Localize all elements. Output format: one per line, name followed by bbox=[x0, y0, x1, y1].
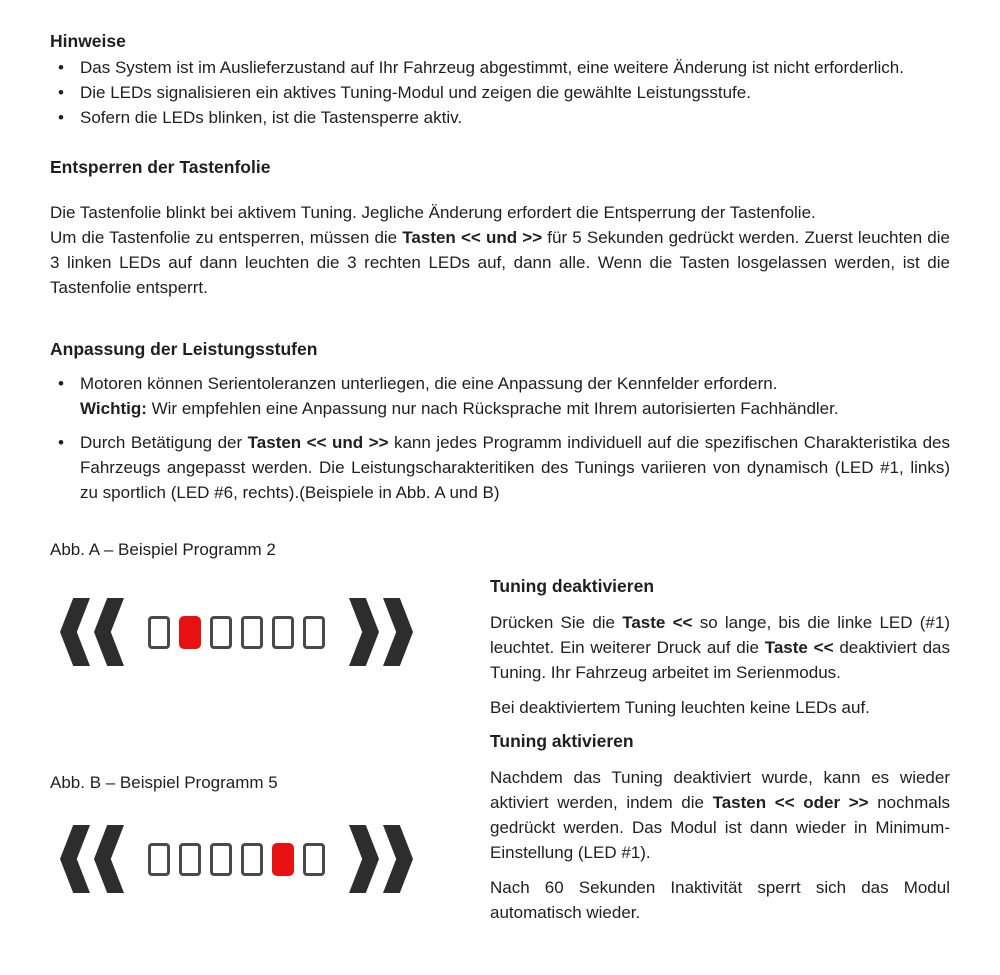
anpassung-item-1 bbox=[80, 371, 950, 421]
led-inactive bbox=[303, 843, 325, 876]
figure-b-graphic bbox=[60, 825, 490, 893]
figure-a-graphic bbox=[60, 598, 490, 666]
led-inactive bbox=[210, 843, 232, 876]
hinweise-list bbox=[50, 56, 950, 129]
led-inactive bbox=[148, 843, 170, 876]
tuning-deactivate-paragraph-1: Drücken Sie die Taste << so lange, bis die linke LED (#1) leuchtet. Ein weiterer Druck auf die Taste << deaktiviert das Tuning. Ihr Fahrzeug arbeitet im Serienmodus. bbox=[490, 613, 950, 682]
chevron-left-icon bbox=[60, 598, 90, 666]
led-inactive bbox=[241, 616, 263, 649]
led-inactive bbox=[241, 843, 263, 876]
list-item bbox=[50, 56, 950, 79]
tuning-deactivate-title: Tuning deaktivieren bbox=[490, 576, 655, 596]
entsperren-paragraph-1: Die Tastenfolie blinkt bei aktivem Tuning. Jegliche Änderung erfordert die Entsperrung der Tastenfolie. bbox=[50, 203, 816, 222]
anpassung-item-2: Durch Betätigung der Tasten << und >> kann jedes Programm individuell auf die spezifischen Charakteristika des Fahrzeugs angepasst werden. Die Leistungscharakteritiken des Tunings variieren von dynamisch (LED #1, links) zu sportlich (LED #6, rechts).(Beispiele in Abb. A und B) bbox=[80, 433, 950, 502]
chevron-left-icon bbox=[94, 598, 124, 666]
figures-and-tuning-area bbox=[50, 539, 950, 925]
section-title-anpassung: Anpassung der Leistungsstufen bbox=[50, 339, 318, 359]
hinweise-item-3: Sofern die LEDs blinken, ist die Tastensperre aktiv. bbox=[80, 108, 463, 127]
bullet-marker: • bbox=[58, 58, 64, 77]
chevron-right-icon bbox=[383, 825, 413, 893]
led-active bbox=[179, 616, 201, 649]
hinweise-item-1: Das System ist im Auslieferzustand auf Ihr Fahrzeug abgestimmt, eine weitere Änderung ist nicht erforderlich. bbox=[80, 58, 904, 77]
led-inactive bbox=[303, 616, 325, 649]
tuning-activate-paragraph-2: Nach 60 Sekunden Inaktivität sperrt sich das Modul automatisch wieder. bbox=[490, 878, 950, 922]
anpassung-list bbox=[50, 371, 950, 505]
tuning-activate-paragraph-1: Nachdem das Tuning deaktiviert wurde, kann es wieder aktiviert werden, indem die Tasten << oder >> nochmals gedrückt werden. Das Modul ist dann wieder in Minimum-Einstellung (LED #1). bbox=[490, 768, 950, 862]
button-left-icon bbox=[60, 598, 124, 666]
figure-b-caption: Abb. B – Beispiel Programm 5 bbox=[50, 773, 278, 792]
list-item bbox=[50, 81, 950, 104]
chevron-right-icon bbox=[349, 598, 379, 666]
bullet-marker: • bbox=[58, 83, 64, 102]
chevron-left-icon bbox=[94, 825, 124, 893]
led-inactive bbox=[148, 616, 170, 649]
list-item bbox=[50, 106, 950, 129]
chevron-left-icon bbox=[60, 825, 90, 893]
figures-column bbox=[50, 539, 490, 925]
entsperren-paragraph-2: Um die Tastenfolie zu entsperren, müssen die Tasten << und >> für 5 Sekunden gedrückt werden. Zuerst leuchten die 3 linken LEDs auf dann leuchten die 3 rechten LEDs auf, dann alle. Wenn die Tasten losgelassen werden, ist die Tastenfolie entsperrt. bbox=[50, 228, 950, 297]
tuning-column bbox=[490, 539, 950, 925]
chevron-right-icon bbox=[349, 825, 379, 893]
section-title-hinweise: Hinweise bbox=[50, 31, 126, 51]
anpassung-item-1-line-2: Wichtig: Wir empfehlen eine Anpassung nur nach Rücksprache mit Ihrem autorisierten Fachhändler. bbox=[80, 399, 839, 418]
led-inactive bbox=[179, 843, 201, 876]
led-row-figure-b bbox=[148, 843, 325, 876]
bullet-marker: • bbox=[58, 374, 64, 393]
chevron-right-icon bbox=[383, 598, 413, 666]
tuning-deactivate-paragraph-2: Bei deaktiviertem Tuning leuchten keine LEDs auf. bbox=[490, 698, 870, 717]
hinweise-item-2: Die LEDs signalisieren ein aktives Tuning-Modul und zeigen die gewählte Leistungsstufe. bbox=[80, 83, 751, 102]
list-item bbox=[50, 430, 950, 505]
tuning-activate-title: Tuning aktivieren bbox=[490, 731, 634, 751]
button-right-icon bbox=[349, 598, 413, 666]
button-right-icon bbox=[349, 825, 413, 893]
list-item bbox=[50, 371, 950, 421]
button-left-icon bbox=[60, 825, 124, 893]
led-inactive bbox=[210, 616, 232, 649]
led-active bbox=[272, 843, 294, 876]
anpassung-item-1-line-1: Motoren können Serientoleranzen unterliegen, die eine Anpassung der Kennfelder erfordern. bbox=[80, 374, 778, 393]
section-title-entsperren: Entsperren der Tastenfolie bbox=[50, 157, 271, 177]
bullet-marker: • bbox=[58, 108, 64, 127]
led-row-figure-a bbox=[148, 616, 325, 649]
figure-a-caption: Abb. A – Beispiel Programm 2 bbox=[50, 540, 276, 559]
led-inactive bbox=[272, 616, 294, 649]
bullet-marker: • bbox=[58, 433, 64, 452]
